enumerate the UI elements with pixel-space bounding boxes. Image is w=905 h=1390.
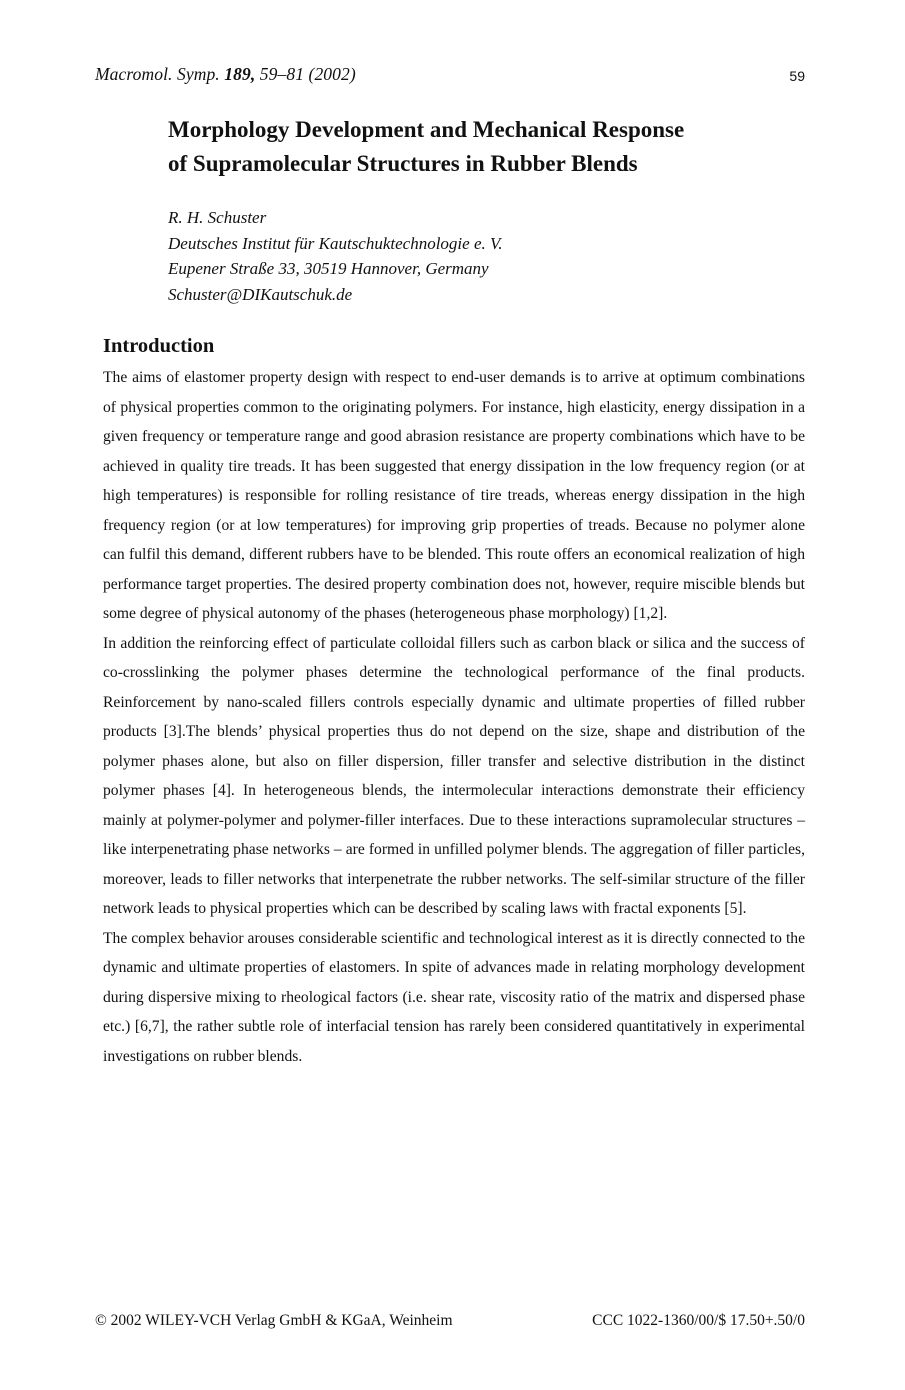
copyright-notice: © 2002 WILEY-VCH Verlag GmbH & KGaA, Weinheim xyxy=(95,1312,453,1329)
paragraph-3: The complex behavior arouses considerable scientific and technological interest as it is directly connected to the dynamic and ultimate properties of elastomers. In spite of advances made in relating morphology development during dispersive mixing to rheological factors (i.e. shear rate, viscosity ratio of the matrix and dispersed phase etc.) [6,7], the rather subtle role of interfacial tension has rarely been considered quantitatively in experimental investigations on rubber blends. xyxy=(103,929,805,1065)
section-heading-introduction: Introduction xyxy=(103,335,215,357)
author-affiliation: Deutsches Institut für Kautschuktechnologie e. V. xyxy=(168,233,503,253)
title-line-1: Morphology Development and Mechanical Response xyxy=(168,117,685,142)
paragraph-1: The aims of elastomer property design with respect to end-user demands is to arrive at optimum combinations of physical properties common to the originating polymers. For instance, high elasticity, energy dissipation in a given frequency or temperature range and good abrasion resistance are property combinations which have to be achieved in quality tire treads. It has been suggested that energy dissipation in the low frequency region (or at high temperatures) is responsible for rolling resistance of tire treads, whereas energy dissipation in the high frequency region (or at low temperatures) for improving grip properties of treads. Because no polymer alone can fulfil this demand, different rubbers have to be blended. This route offers an economical realization of high performance target properties. The desired property combination does not, however, require miscible blends but some degree of physical autonomy of the phases (heterogeneous phase morphology) [1,2]. xyxy=(103,369,805,622)
paragraph-2: In addition the reinforcing effect of particulate colloidal fillers such as carbon black or silica and the success of co-crosslinking the polymer phases determine the technological performance of the final products. Reinforcement by nano-scaled fillers controls especially dynamic and ultimate properties of filled rubber products [3].The blends’ physical properties thus do not depend on the size, shape and distribution of the polymer phases alone, but also on filler dispersion, filler transfer and selective distribution in the distinct polymer phases [4]. In heterogeneous blends, the intermolecular interactions demonstrate their efficiency mainly at polymer-polymer and polymer-filler interfaces. Due to these interactions supramolecular structures – like interpenetrating phase networks – are formed in unfilled polymer blends. The aggregation of filler particles, moreover, leads to filler networks that interpenetrate the rubber networks. The self-similar structure of the filler network leads to physical properties which can be described by scaling laws with fractal exponents [5]. xyxy=(103,634,805,917)
page-number: 59 xyxy=(789,68,805,84)
introduction-body xyxy=(103,363,805,1071)
author-name: R. H. Schuster xyxy=(168,208,267,227)
journal-volume: 189, xyxy=(224,64,256,84)
journal-reference xyxy=(95,64,356,85)
journal-name: Macromol. Symp. xyxy=(95,64,220,84)
journal-pages-year: 59–81 (2002) xyxy=(259,64,356,84)
author-block xyxy=(168,205,502,307)
author-email: Schuster@DIKautschuk.de xyxy=(168,284,353,304)
ccc-code: CCC 1022-1360/00/$ 17.50+.50/0 xyxy=(592,1312,805,1329)
title-line-2: of Supramolecular Structures in Rubber Blends xyxy=(168,151,638,176)
article-title xyxy=(168,113,808,181)
author-address: Eupener Straße 33, 30519 Hannover, Germany xyxy=(168,259,489,278)
